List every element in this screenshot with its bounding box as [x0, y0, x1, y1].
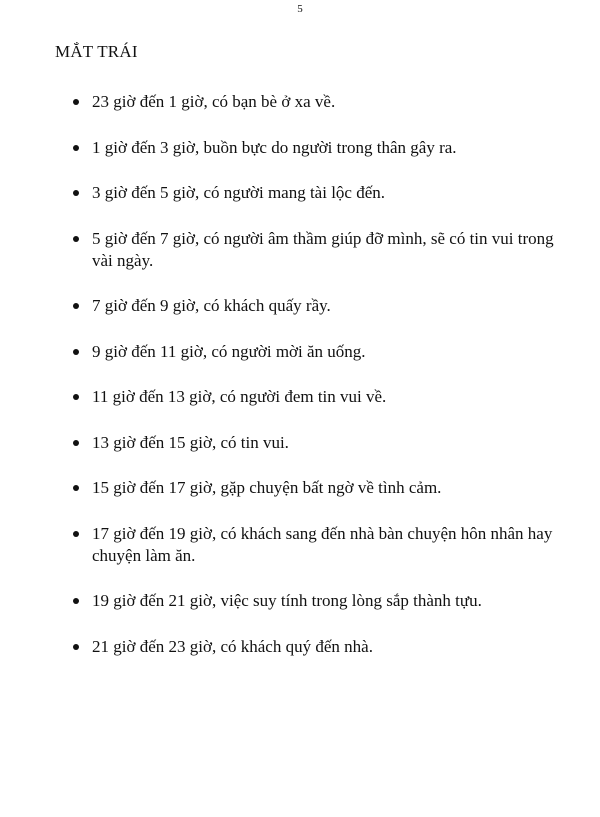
list-item-text: 11 giờ đến 13 giờ, có người đem tin vui về.: [92, 387, 387, 406]
list-item: [0, 137, 600, 159]
list-item: [0, 636, 600, 658]
list-item: [0, 432, 600, 454]
list-item: [0, 590, 600, 612]
list-item-text: 3 giờ đến 5 giờ, có người mang tài lộc đến.: [92, 183, 386, 202]
list-item: [0, 523, 600, 567]
bullet-icon: [73, 236, 79, 242]
list-item-text: 13 giờ đến 15 giờ, có tin vui.: [92, 432, 289, 452]
list-item: [0, 182, 600, 204]
list-item-text: 21 giờ đến 23 giờ, có khách quý đến nhà.: [92, 636, 373, 656]
bullet-icon: [73, 145, 79, 151]
list-item-text: 5 giờ đến 7 giờ, có người âm thầm giúp đỡ mình, sẽ có tin vui trong vài ngày.: [92, 228, 554, 270]
list-item: [0, 91, 600, 113]
list-item-text: 19 giờ đến 21 giờ, việc suy tính trong lòng sắp thành tựu.: [92, 591, 482, 610]
bullet-icon: [73, 303, 79, 309]
page-number: 5: [297, 3, 303, 15]
list-item-text: 9 giờ đến 11 giờ, có người mời ăn uống.: [92, 341, 366, 361]
bullet-icon: [73, 485, 79, 491]
list-item-text: 7 giờ đến 9 giờ, có khách quấy rầy.: [92, 296, 331, 315]
section-heading: MẮT TRÁI: [55, 42, 138, 61]
list-item-text: 1 giờ đến 3 giờ, buồn bực do người trong thân gây ra.: [92, 137, 457, 157]
list-item: [0, 228, 600, 272]
list-item-text: 15 giờ đến 17 giờ, gặp chuyện bất ngờ về tình cảm.: [92, 478, 442, 497]
list-item: [0, 341, 600, 363]
list-item: [0, 386, 600, 408]
bullet-icon: [73, 190, 79, 196]
list-item: [0, 477, 600, 499]
bullet-icon: [73, 394, 79, 400]
entry-list: [0, 91, 600, 681]
bullet-icon: [73, 440, 79, 446]
bullet-icon: [73, 349, 79, 355]
bullet-icon: [73, 598, 79, 604]
bullet-icon: [73, 531, 79, 537]
bullet-icon: [73, 644, 79, 650]
list-item-text: 23 giờ đến 1 giờ, có bạn bè ở xa về.: [92, 92, 336, 111]
bullet-icon: [73, 99, 79, 105]
list-item-text: 17 giờ đến 19 giờ, có khách sang đến nhà bàn chuyện hôn nhân hay chuyện làm ăn.: [92, 523, 553, 565]
list-item: [0, 295, 600, 317]
